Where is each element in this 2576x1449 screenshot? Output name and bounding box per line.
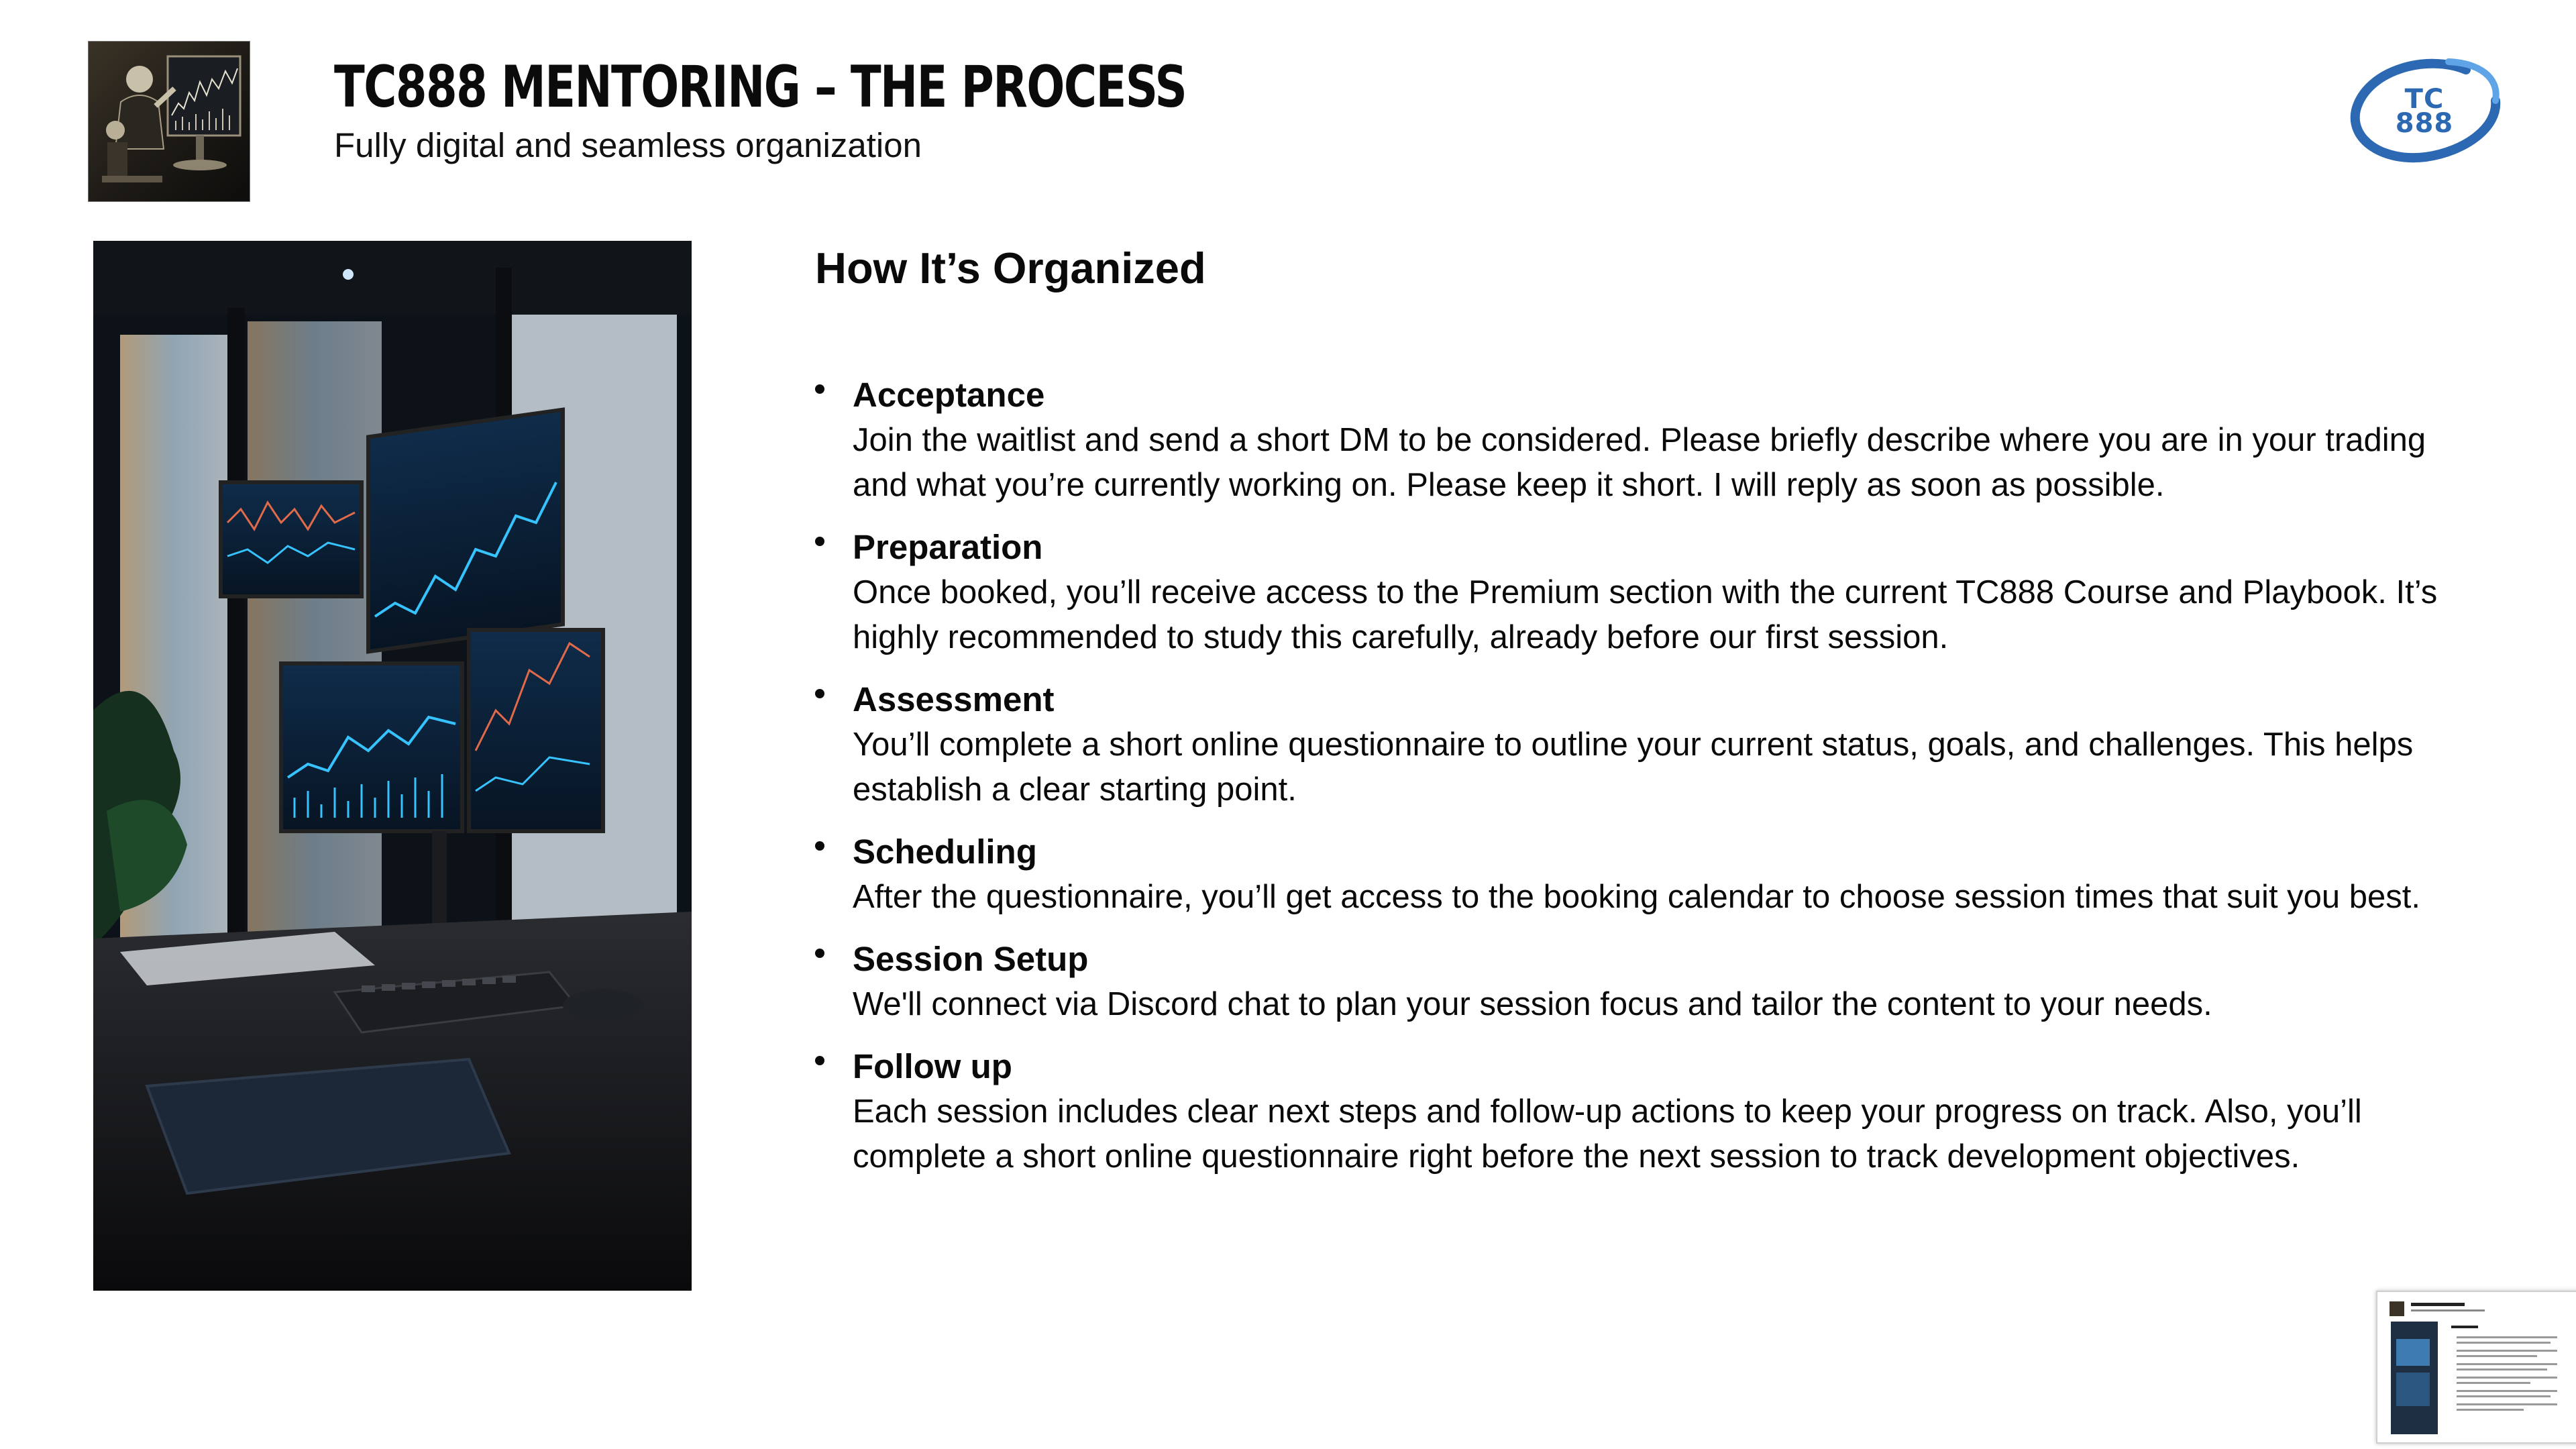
item-title: Session Setup [853,940,1089,978]
item-description: We'll connect via Discord chat to plan your session focus and tailor the content to your needs. [853,986,2212,1022]
list-item-preparation [815,525,2438,660]
page-subtitle: Fully digital and seamless organization [334,126,922,164]
logo-text-tc: TC [2404,84,2445,115]
trading-desk-photo [93,241,692,1291]
item-title: Follow up [853,1047,1012,1085]
logo-text [2347,84,2502,139]
section-heading: How It’s Organized [815,244,1206,292]
item-title: Scheduling [853,833,1037,871]
bullet-icon [815,537,824,546]
process-list [815,372,2438,1196]
list-item-acceptance [815,372,2438,508]
item-description: Once booked, you’ll receive access to the Premium section with the current TC888 Course and Playbook. It’s highly recommended to study this carefully, already before our first session. [853,574,2438,655]
list-item-scheduling [815,829,2438,920]
bullet-icon [815,689,824,698]
bullet-icon [815,384,824,394]
page-title: TC888 MENTORING – THE PROCESS [334,54,1187,121]
bullet-icon [815,949,824,958]
item-title: Preparation [853,528,1043,566]
logo-text-888: 888 [2395,108,2454,139]
tc888-logo [2347,56,2502,169]
item-description: Each session includes clear next steps and follow-up actions to keep your progress on track. Also, you’ll complete a short online questionnaire right before the next session to track development objectives. [853,1093,2362,1175]
item-title: Acceptance [853,376,1045,414]
list-item-session-setup [815,936,2438,1027]
item-description: Join the waitlist and send a short DM to be considered. Please briefly describe where you are in your trading and what you’re currently working on. Please keep it short. I will reply as soon as possible. [853,422,2426,503]
bullet-icon [815,1056,824,1065]
item-description: You’ll complete a short online questionnaire to outline your current status, goals, and challenges. This helps establish a clear starting point. [853,727,2414,808]
item-description: After the questionnaire, you’ll get access to the booking calendar to choose session times that suit you best. [853,879,2421,915]
item-title: Assessment [853,680,1055,718]
next-slide-preview[interactable] [2376,1291,2576,1444]
bullet-icon [815,841,824,851]
list-item-follow-up [815,1044,2438,1179]
list-item-assessment [815,677,2438,812]
header-thumbnail-image [88,41,250,202]
